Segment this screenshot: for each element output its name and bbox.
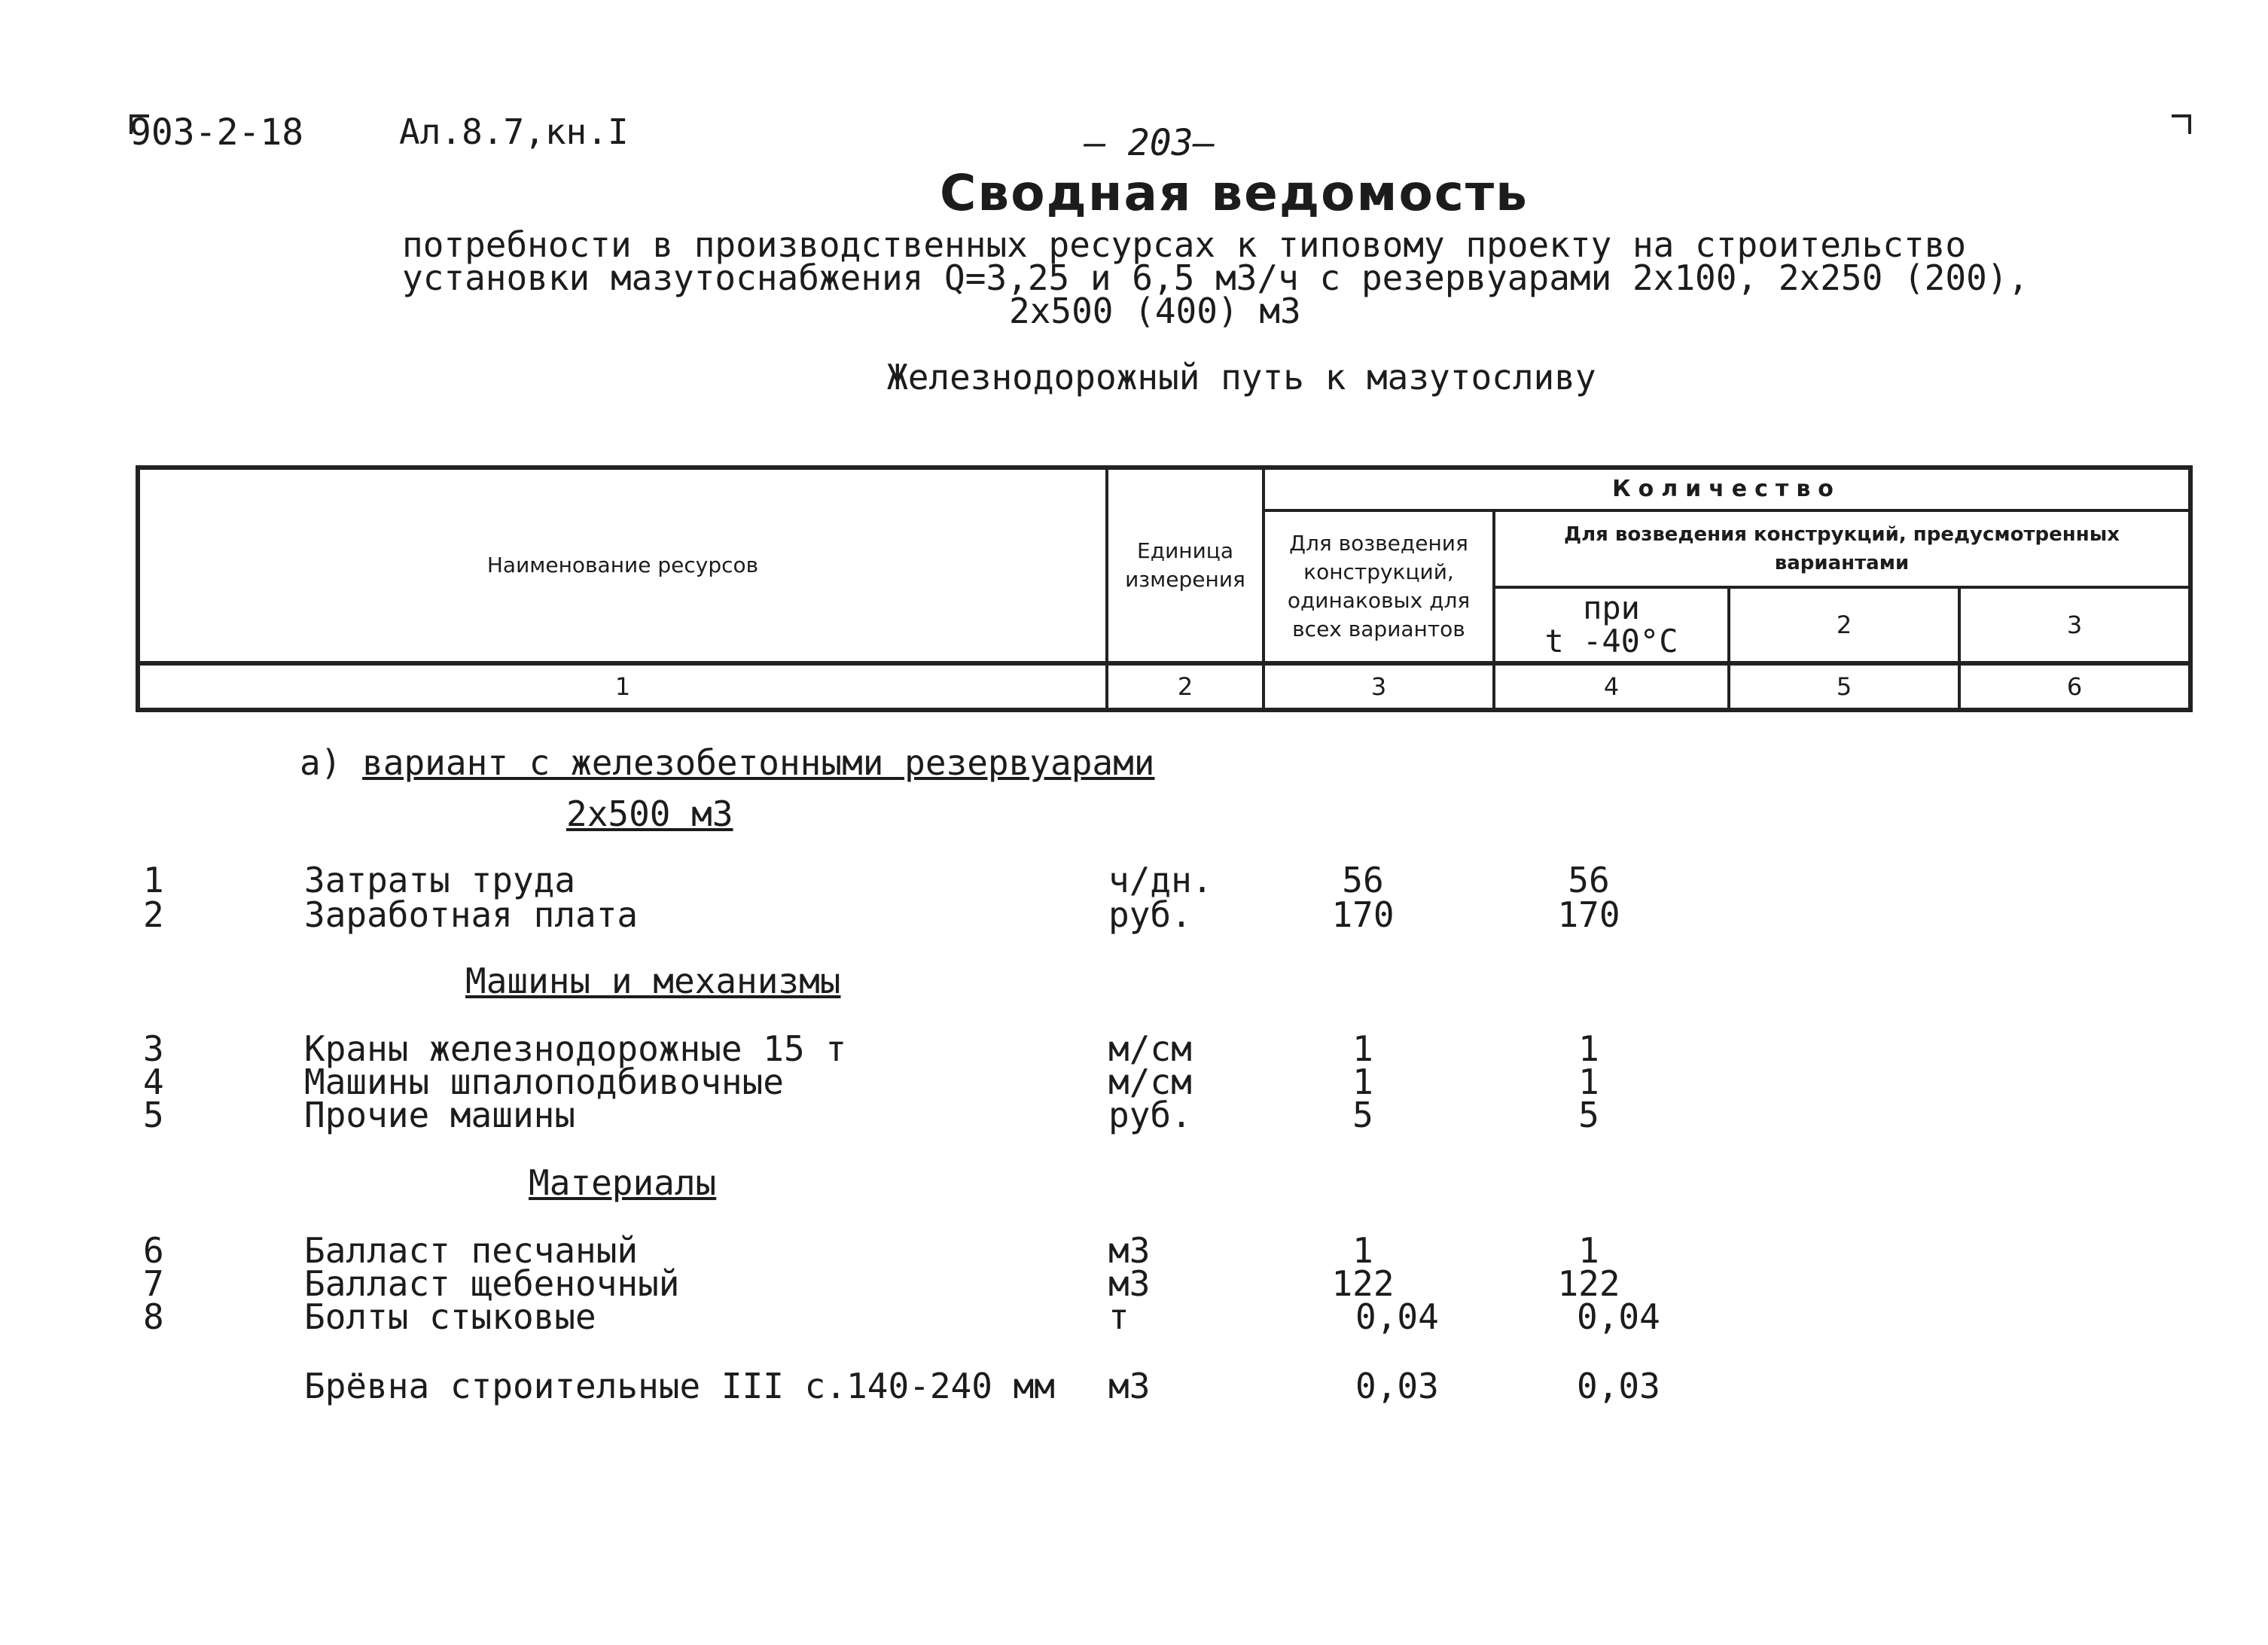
row-unit: т bbox=[1108, 1296, 1129, 1337]
row-variant-1-value: 5 bbox=[1578, 1095, 1599, 1135]
row-common-value: 5 bbox=[1352, 1095, 1373, 1135]
doc-code: 903-2-18 bbox=[130, 111, 304, 154]
group-materials-title: Материалы bbox=[529, 1162, 717, 1203]
row-name: Затраты труда bbox=[304, 860, 576, 900]
header-variant-1-line-1: при bbox=[1583, 589, 1640, 626]
variant-subtitle: 2х500 м3 bbox=[566, 794, 733, 834]
header-common-col: Для возведения конструкций, одинаковых для всех вариантов bbox=[1287, 531, 1471, 641]
row-common-value: 170 bbox=[1331, 894, 1395, 935]
row-common-value: 0,03 bbox=[1355, 1366, 1439, 1406]
row-name: Брёвна строительные III с.140-240 мм bbox=[304, 1366, 1055, 1406]
row-name: Прочие машины bbox=[304, 1095, 576, 1135]
row-number: 5 bbox=[143, 1095, 164, 1135]
row-number: 3 bbox=[143, 1028, 164, 1069]
header-variant-3: 3 bbox=[2066, 611, 2083, 639]
table-row bbox=[0, 1263, 2268, 1304]
subtitle-line-2: установки мазутоснабжения Q=3,25 и 6,5 м3/ч с резервуарами 2х100, 2х250 (200), bbox=[402, 257, 2029, 298]
row-name: Балласт щебеночный bbox=[304, 1263, 680, 1304]
row-unit: м/см bbox=[1108, 1062, 1192, 1102]
row-unit: руб. bbox=[1108, 1095, 1192, 1135]
section-title: Железнодорожный путь к мазутосливу bbox=[887, 357, 1596, 398]
col-number-5: 5 bbox=[1836, 672, 1852, 701]
row-unit: руб. bbox=[1108, 894, 1192, 935]
row-number: 4 bbox=[143, 1062, 164, 1102]
variant-prefix: а) bbox=[300, 742, 342, 783]
row-unit: м3 bbox=[1108, 1263, 1151, 1304]
variant-title-text: вариант с железобетонными резервуарами bbox=[362, 742, 1155, 783]
row-number: 8 bbox=[143, 1296, 164, 1337]
header-variant-1-line-2: t -40°C bbox=[1544, 623, 1678, 660]
row-common-value: 0,04 bbox=[1355, 1296, 1439, 1337]
row-variant-1-value: 1 bbox=[1578, 1062, 1599, 1102]
row-variant-1-value: 170 bbox=[1557, 894, 1620, 935]
table-row bbox=[0, 1028, 2268, 1069]
row-name: Машины шпалоподбивочные bbox=[304, 1062, 784, 1102]
row-variant-1-value: 0,04 bbox=[1577, 1296, 1660, 1337]
row-name: Болты стыковые bbox=[304, 1296, 596, 1337]
header-variant-2: 2 bbox=[1836, 611, 1852, 639]
group-machines-title: Машины и механизмы bbox=[465, 961, 841, 1001]
row-common-value: 56 bbox=[1342, 860, 1384, 900]
col-number-3: 3 bbox=[1370, 672, 1387, 701]
subtitle-line-1: потребности в производственных ресурсах к типовому проекту на строительство bbox=[402, 224, 1967, 265]
header-name-col: Наименование ресурсов bbox=[486, 553, 759, 577]
row-common-value: 1 bbox=[1352, 1230, 1373, 1271]
header-variants-group: Для возведения конструкций, предусмотренных вариантами bbox=[1563, 523, 2120, 574]
row-unit: м3 bbox=[1108, 1366, 1151, 1406]
row-unit: ч/дн. bbox=[1108, 860, 1213, 900]
row-variant-1-value: 56 bbox=[1568, 860, 1610, 900]
table-row bbox=[0, 1062, 2268, 1102]
table-row bbox=[0, 1095, 2268, 1135]
col-number-2: 2 bbox=[1177, 672, 1193, 701]
row-variant-1-value: 0,03 bbox=[1577, 1366, 1660, 1406]
row-variant-1-value: 1 bbox=[1578, 1230, 1599, 1271]
corner-mark-right bbox=[2172, 114, 2191, 134]
header-quantity-group: Количество bbox=[1612, 476, 1841, 502]
row-variant-1-value: 122 bbox=[1557, 1263, 1620, 1304]
row-name: Заработная плата bbox=[304, 894, 639, 935]
page-number: — 203— bbox=[1084, 122, 1215, 164]
row-name: Балласт песчаный bbox=[304, 1230, 639, 1271]
header-variant-1 bbox=[1495, 589, 1727, 661]
col-number-6: 6 bbox=[2066, 672, 2083, 701]
table-row bbox=[0, 894, 2268, 935]
row-unit: м/см bbox=[1108, 1028, 1192, 1069]
table-row bbox=[0, 1296, 2268, 1337]
row-number: 7 bbox=[143, 1263, 164, 1304]
page-title: Сводная ведомость bbox=[940, 164, 1529, 222]
row-number: 1 bbox=[143, 860, 164, 900]
row-name: Краны железнодорожные 15 т bbox=[304, 1028, 847, 1069]
variant-title bbox=[300, 742, 1154, 783]
col-number-1: 1 bbox=[614, 672, 631, 701]
row-common-value: 122 bbox=[1331, 1263, 1395, 1304]
col-number-4: 4 bbox=[1603, 672, 1620, 701]
album-reference: Ал.8.7,кн.I bbox=[399, 111, 629, 152]
header-unit-col: Единица измерения bbox=[1125, 538, 1245, 592]
table-row bbox=[0, 1366, 2268, 1406]
row-unit: м3 bbox=[1108, 1230, 1151, 1271]
row-number: 2 bbox=[143, 894, 164, 935]
row-common-value: 1 bbox=[1352, 1062, 1373, 1102]
row-number: 6 bbox=[143, 1230, 164, 1271]
subtitle-line-3: 2х500 (400) м3 bbox=[1009, 291, 1301, 331]
table-row bbox=[0, 1230, 2268, 1271]
table-row bbox=[0, 860, 2268, 900]
row-common-value: 1 bbox=[1352, 1028, 1373, 1069]
row-variant-1-value: 1 bbox=[1578, 1028, 1599, 1069]
